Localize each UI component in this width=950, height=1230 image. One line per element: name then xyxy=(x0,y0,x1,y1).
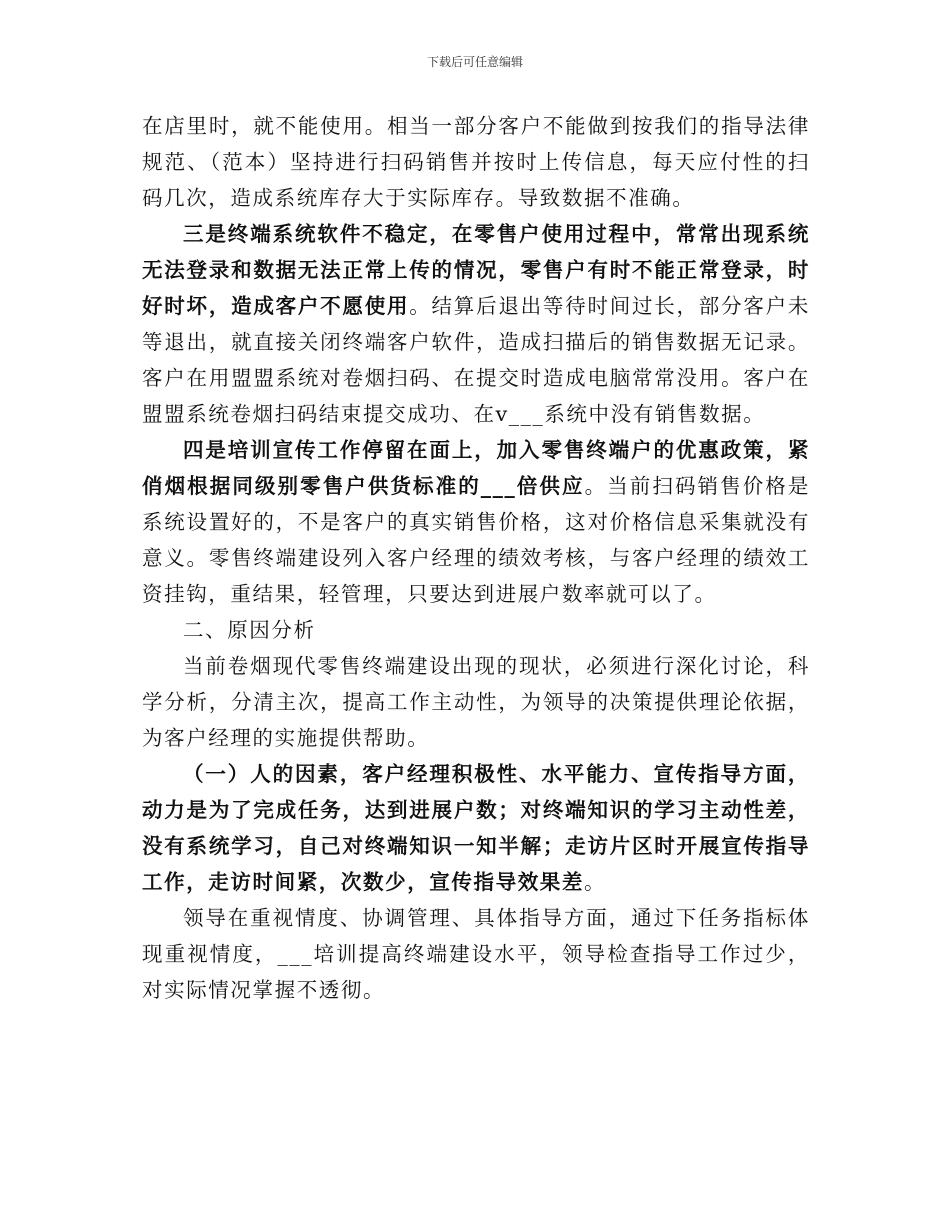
paragraph-2 xyxy=(142,216,810,432)
paragraph-5-text: 当前卷烟现代零售终端建设出现的现状，必须进行深化讨论，科学分析，分清主次，提高工作主动性，为领导的决策提供理论依据，为客户经理的实施提供帮助。 xyxy=(142,654,810,750)
paragraph-1-text: 在店里时，就不能使用。相当一部分客户不能做到按我们的指导法律规范、（范本）坚持进行扫码销售并按时上传信息，每天应付性的扫码几次，造成系统库存大于实际库存。导致数据不准确。 xyxy=(142,114,810,210)
paragraph-3-text: 。当前扫码销售价格是系统设置好的，不是客户的真实销售价格，这对价格信息采集就没有意义。零售终端建设列入客户经理的绩效考核，与客户经理的绩效工资挂钩，重结果，轻管理，只要达到进展户数率就可以了。 xyxy=(142,474,810,606)
paragraph-6 xyxy=(142,756,810,900)
paragraph-2-bold: 三是终端系统软件不稳定，在零售户使用过程中，常常出现系统无法登录和数据无法正常上传的情况，零售户有时不能正常登录，时好时坏，造成客户不愿使用 xyxy=(142,222,810,318)
paragraph-3 xyxy=(142,432,810,612)
section-heading-text: 二、原因分析 xyxy=(183,618,316,642)
document-body xyxy=(142,108,810,1008)
paragraph-6-bold: （一）人的因素，客户经理积极性、水平能力、宣传指导方面，动力是为了完成任务，达到进展户数；对终端知识的学习主动性差，没有系统学习，自己对终端知识一知半解；走访片区时开展宣传指导工作，走访时间紧，次数少，宣传指导效果差 xyxy=(142,762,810,894)
paragraph-3-bold: 四是培训宣传工作停留在面上，加入零售终端户的优惠政策，紧俏烟根据同级别零售户供货标准的___倍供应 xyxy=(142,438,810,498)
section-heading xyxy=(142,612,810,648)
paragraph-1 xyxy=(142,108,810,216)
paragraph-7 xyxy=(142,900,810,1008)
paragraph-7-text: 领导在重视情度、协调管理、具体指导方面，通过下任务指标体现重视情度，___培训提高终端建设水平，领导检查指导工作过少，对实际情况掌握不透彻。 xyxy=(142,906,810,1002)
paragraph-5 xyxy=(142,648,810,756)
page-header: 下载后可任意编辑 xyxy=(426,55,523,69)
paragraph-2-text: 。结算后退出等待时间过长，部分客户未等退出，就直接关闭终端客户软件，造成扫描后的销售数据无记录。客户在用盟盟系统对卷烟扫码、在提交时造成电脑常常没用。客户在盟盟系统卷烟扫码结束提交成功、在v___系统中没有销售数据。 xyxy=(142,294,810,426)
paragraph-6-text: 。 xyxy=(584,870,607,894)
